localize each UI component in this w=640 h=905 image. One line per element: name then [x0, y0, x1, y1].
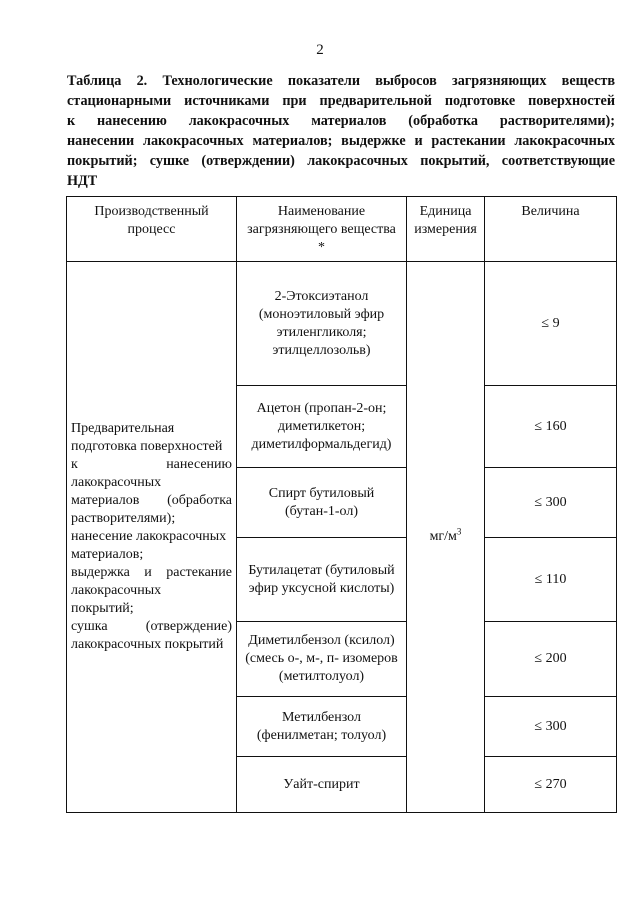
- substance-cell: Уайт-спирит: [237, 757, 407, 813]
- page-number: 2: [316, 42, 324, 58]
- process-cell: Предварительная подготовка поверхностей к нанесению лакокрасочных материалов (обработка растворителями); нанесение лакокрасочных материалов; выдержка и растекание лакокрасочных покрытий; сушка (отверждение) лакокрасочных покрытий: [67, 262, 237, 813]
- table-row: [67, 262, 617, 386]
- caption-line: стационарными источниками при предварительной подготовке поверхностей: [67, 93, 615, 109]
- substance-cell: Спирт бутиловый (бутан-1-ол): [237, 468, 407, 538]
- substance-cell: Ацетон (пропан-2-он; диметилкетон; диметилформальдегид): [237, 386, 407, 468]
- value-cell: ≤ 110: [485, 538, 617, 622]
- header-value: Величина: [485, 197, 617, 262]
- substance-footnote-mark: *: [318, 240, 325, 255]
- caption-line: к нанесению лакокрасочных материалов (обработка растворителями);: [67, 113, 615, 129]
- header-process: Производственный процесс: [67, 197, 237, 262]
- header-unit: Единица измерения: [407, 197, 485, 262]
- value-cell: ≤ 300: [485, 468, 617, 538]
- value-cell: ≤ 200: [485, 622, 617, 697]
- emissions-table: [66, 196, 617, 813]
- caption-line: НДТ: [67, 173, 98, 189]
- table-caption: [67, 71, 615, 191]
- substance-cell: 2-Этоксиэтанол (моноэтиловый эфир этиленгликоля; этилцеллозольв): [237, 262, 407, 386]
- substance-cell: Диметилбензол (ксилол) (смесь о-, м-, п- изомеров (метилтолуол): [237, 622, 407, 697]
- caption-line: Таблица 2. Технологические показатели выбросов загрязняющих веществ: [67, 73, 615, 89]
- unit-cell: $мг/м^3$: [407, 262, 485, 813]
- caption-line: покрытий; сушке (отверждении) лакокрасочных покрытий, соответствующие: [67, 153, 615, 169]
- value-cell: ≤ 160: [485, 386, 617, 468]
- value-cell: ≤ 270: [485, 757, 617, 813]
- value-cell: ≤ 9: [485, 262, 617, 386]
- value-cell: ≤ 300: [485, 697, 617, 757]
- substance-cell: Бутилацетат (бутиловый эфир уксусной кислоты): [237, 538, 407, 622]
- substance-cell: Метилбензол (фенилметан; толуол): [237, 697, 407, 757]
- caption-line: нанесении лакокрасочных материалов; выдержке и растекании лакокрасочных: [67, 133, 615, 149]
- table-header-row: [67, 197, 617, 262]
- header-substance: Наименование загрязняющего вещества *: [237, 197, 407, 262]
